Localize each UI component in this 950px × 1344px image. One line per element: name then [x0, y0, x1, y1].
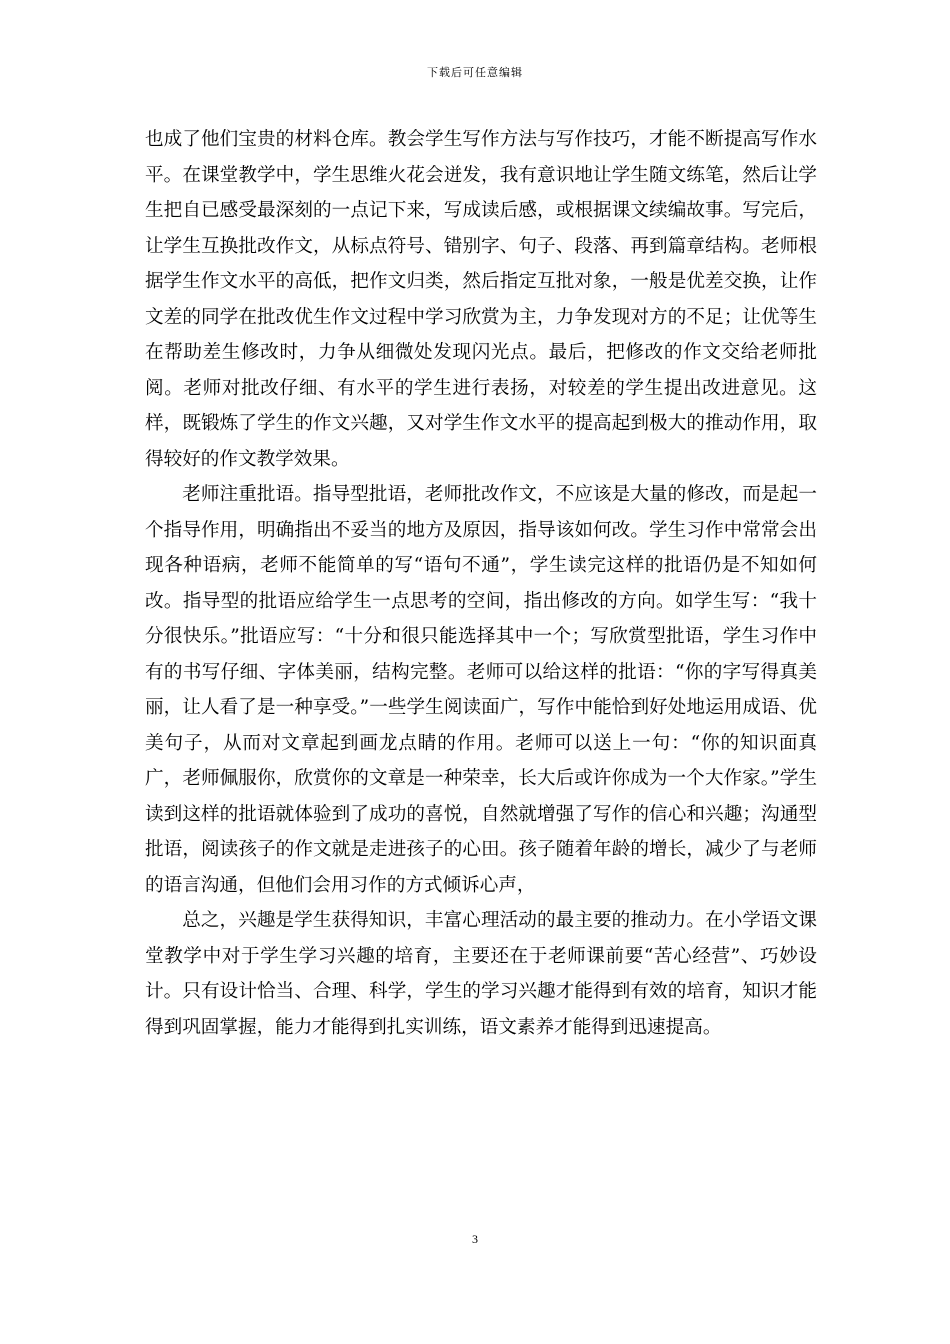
- document-body: [145, 122, 817, 1045]
- paragraph-3: 总之，兴趣是学生获得知识，丰富心理活动的最主要的推动力。在小学语文课堂教学中对于学生学习兴趣的培育，主要还在于老师课前要“苦心经营”、巧妙设计。只有设计恰当、合理、科学，学生的学习兴趣才能得到有效的培育，知识才能得到巩固掌握，能力才能得到扎实训练，语文素养才能得到迅速提高。: [145, 910, 817, 1038]
- paragraph-2: 老师注重批语。指导型批语，老师批改作文，不应该是大量的修改，而是起一个指导作用，明确指出不妥当的地方及原因，指导该如何改。学生习作中常常会出现各种语病，老师不能简单的写“语句不通”，学生读完这样的批语仍是不知如何改。指导型的批语应给学生一点思考的空间，指出修改的方向。如学生写：“我十分很快乐。”批语应写：“十分和很只能选择其中一个；写欣赏型批语，学生习作中有的书写仔细、字体美丽，结构完整。老师可以给这样的批语：“你的字写得真美丽，让人看了是一种享受。”一些学生阅读面广，写作中能恰到好处地运用成语、优美句子，从而对文章起到画龙点睛的作用。老师可以送上一句：“你的知识面真广，老师佩服你，欣赏你的文章是一种荣幸，长大后或许你成为一个大作家。”学生读到这样的批语就体验到了成功的喜悦，自然就增强了写作的信心和兴趣；沟通型批语，阅读孩子的作文就是走进孩子的心田。孩子随着年龄的增长，减少了与老师的语言沟通，但他们会用习作的方式倾诉心声，: [145, 484, 817, 896]
- page-number: 3: [472, 1232, 478, 1246]
- paragraph-1: 也成了他们宝贵的材料仓库。教会学生写作方法与写作技巧，才能不断提高写作水平。在课堂教学中，学生思维火花会迸发，我有意识地让学生随文练笔，然后让学生把自已感受最深刻的一点记下来，写成读后感，或根据课文续编故事。写完后，让学生互换批改作文，从标点符号、错别字、句子、段落、再到篇章结构。老师根据学生作文水平的高低，把作文归类，然后指定互批对象，一般是优差交换，让作文差的同学在批改优生作文过程中学习欣赏为主，力争发现对方的不足；让优等生在帮助差生修改时，力争从细微处发现闪光点。最后，把修改的作文交给老师批阅。老师对批改仔细、有水平的学生进行表扬，对较差的学生提出改进意见。这样，既锻炼了学生的作文兴趣，又对学生作文水平的提高起到极大的推动作用，取得较好的作文教学效果。: [145, 129, 817, 470]
- page-header: 下载后可任意编辑: [427, 66, 523, 79]
